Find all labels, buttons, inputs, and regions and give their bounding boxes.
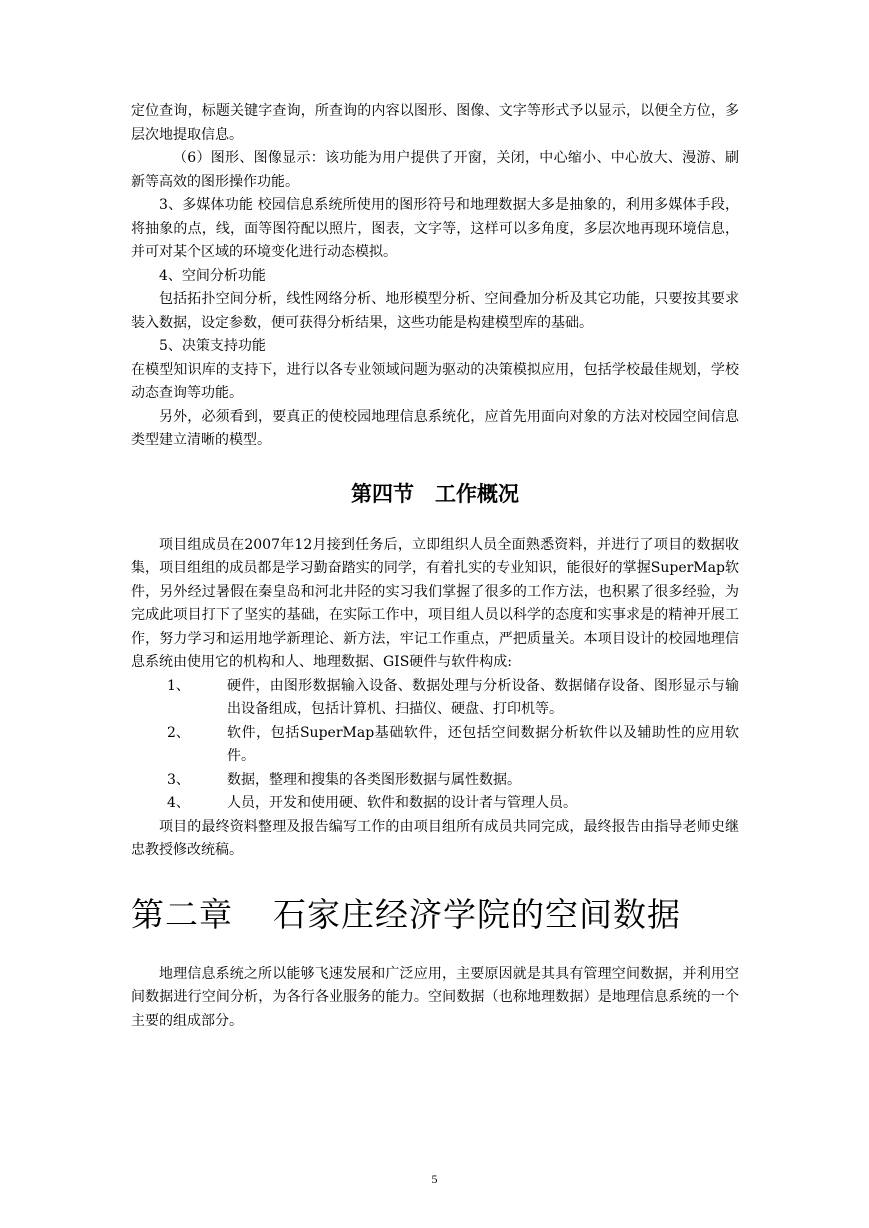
list-number: 4、 (167, 795, 190, 811)
component-list (131, 675, 739, 816)
list-item (131, 792, 739, 816)
chapter-intro: 地理信息系统之所以能够飞速发展和广泛应用，主要原因就是其具有管理空间数据，并利用空间数据进行空间分析，为各行各业服务的能力。空间数据（也称地理数据）是地理信息系统的一个主要的组成部分。 (131, 965, 739, 1029)
paragraph: 定位查询，标题关键字查询，所查询的内容以图形、图像、文字等形式予以显示，以便全方位，多层次地提取信息。 (131, 103, 739, 143)
list-number: 3、 (167, 771, 190, 788)
document-page (131, 100, 739, 1033)
paragraph: 在模型知识库的支持下，进行以各专业领域问题为驱动的决策模拟应用，包括学校最佳规划，学校动态查询等功能。 (131, 361, 739, 401)
chapter-name: 石家庄经济学院的空间数据 (273, 894, 681, 934)
paragraph-heading: 4、空间分析功能 (159, 267, 266, 284)
chapter-title (131, 893, 739, 937)
section-title: 第四节 工作概况 (351, 481, 519, 506)
page-number: 5 (431, 1172, 438, 1186)
list-item (131, 722, 739, 769)
section-closing: 项目的最终资料整理及报告编写工作的由项目组所有成员共同完成，最终报告由指导老师史继忠教授修改统稿。 (131, 818, 739, 858)
paragraph: 另外，必须看到，要真正的使校园地理信息系统化，应首先用面向对象的方法对校园空间信息类型建立清晰的模型。 (131, 408, 739, 448)
paragraph: 包括拓扑空间分析，线性网络分析、地形模型分析、空间叠加分析及其它功能，只要按其要求装入数据，设定参数，便可获得分析结果，这些功能是构建模型库的基础。 (131, 291, 739, 331)
section-intro: 项目组成员在2007年12月接到任务后，立即组织人员全面熟悉资料，并进行了项目的数据收集，项目组组的成员都是学习勤奋踏实的同学，有着扎实的专业知识，能很好的掌握SuperMap软件，另外经过暑假在秦皇岛和河北井陉的实习我们掌握了很多的工作方法，也积累了很多经验，为完成此项目打下了坚实的基础，在实际工作中，项目组人员以科学的态度和实事求是的精神开展工作，努力学习和运用地学新理论、新方法，牢记工作重点，严把质量关。本项目设计的校园地理信息系统由使用它的机构和人、地理数据、GIS硬件与软件构成: (131, 536, 739, 670)
list-text: 人员，开发和使用硬、软件和数据的设计者与管理人员。 (227, 795, 577, 811)
list-item (131, 675, 739, 722)
chapter-label: 第二章 (131, 894, 233, 934)
top-paragraphs (131, 100, 739, 453)
list-text: 硬件，由图形数据输入设备、数据处理与分析设备、数据储存设备、图形显示与输出设备组成，包括计算机、扫描仪、硬盘、打印机等。 (227, 677, 739, 717)
list-number: 2、 (167, 724, 190, 741)
list-number: 1、 (167, 677, 190, 694)
paragraph: （6）图形、图像显示：该功能为用户提供了开窗，关闭，中心缩小、中心放大、漫游、刷新等高效的图形操作功能。 (131, 150, 739, 190)
list-text: 数据，整理和搜集的各类图形数据与属性数据。 (227, 771, 521, 788)
list-text: 软件，包括SuperMap基础软件，还包括空间数据分析软件以及辅助性的应用软件。 (227, 724, 739, 764)
paragraph: 3、多媒体功能 校园信息系统所使用的图形符号和地理数据大多是抽象的，利用多媒体手段，将抽象的点，线，面等图符配以照片，图表，文字等，这样可以多角度，多层次地再现环境信息，并可对某个区域的环境变化进行动态模拟。 (131, 197, 739, 260)
paragraph-heading: 5、决策支持功能 (159, 338, 266, 354)
list-item (131, 769, 739, 793)
